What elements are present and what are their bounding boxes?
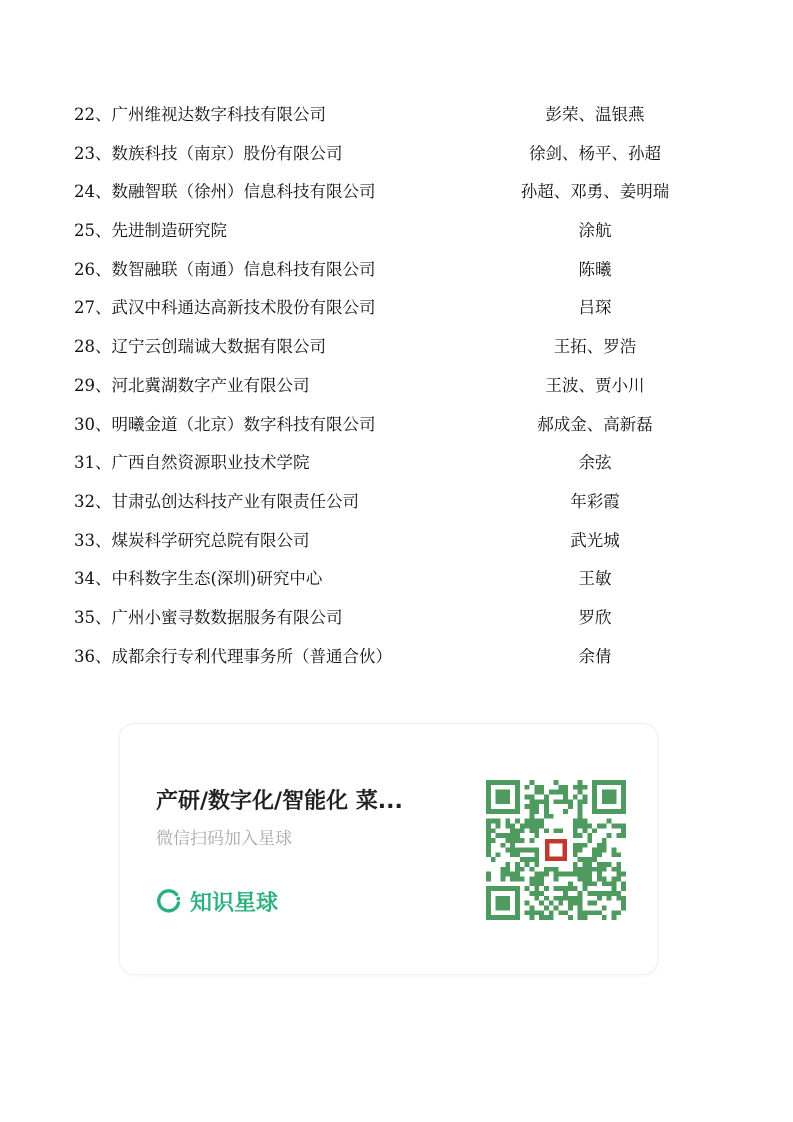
org-label: 数族科技（南京）股份有限公司 [111, 143, 343, 163]
org-name [74, 483, 359, 522]
list-item [0, 251, 793, 290]
people-names: 王波、贾小川 [545, 375, 645, 395]
entry-number: 28、 [74, 337, 112, 357]
org-name [74, 638, 392, 677]
list-item [0, 367, 793, 406]
org-name [74, 96, 326, 135]
org-label: 中科数字生态(深圳)研究中心 [111, 569, 323, 589]
list-item [0, 599, 793, 638]
people-names: 吕琛 [578, 298, 612, 318]
qr-code-icon[interactable] [486, 780, 626, 920]
entry-number: 25、 [74, 221, 112, 241]
org-label: 甘肃弘创达科技产业有限责任公司 [111, 491, 359, 511]
list-item [0, 135, 793, 174]
people-names: 武光城 [570, 530, 620, 550]
entry-number: 26、 [74, 259, 112, 279]
people-names: 彭荣、温银燕 [545, 105, 645, 124]
list-item [0, 406, 793, 445]
card-subtitle: 微信扫码加入星球 [156, 829, 292, 849]
org-label: 煤炭科学研究总院有限公司 [111, 530, 310, 550]
brand [156, 886, 278, 916]
org-name [74, 406, 376, 445]
entry-number: 34、 [74, 569, 112, 589]
org-label: 广州小蜜寻数数据服务有限公司 [111, 607, 343, 627]
org-name [74, 289, 376, 328]
zsxq-promo-card[interactable] [120, 724, 657, 974]
org-label: 广西自然资源职业技术学院 [111, 453, 310, 473]
org-label: 广州维视达数字科技有限公司 [111, 105, 326, 124]
list-item [0, 483, 793, 522]
org-name [74, 367, 310, 406]
card-title: 产研/数字化/智能化 菜... [156, 789, 403, 814]
org-label: 数智融联（南通）信息科技有限公司 [111, 259, 376, 279]
people-names: 郝成金、高新磊 [537, 414, 653, 434]
entry-number: 22、 [74, 105, 112, 124]
entry-number: 29、 [74, 375, 112, 395]
org-label: 数融智联（徐州）信息科技有限公司 [111, 182, 376, 202]
org-name [74, 173, 376, 212]
list-item [0, 638, 793, 677]
people-names: 徐剑、杨平、孙超 [529, 143, 661, 163]
list-item [0, 212, 793, 251]
entry-number: 31、 [74, 453, 112, 473]
org-name [74, 328, 326, 367]
org-label: 河北冀湖数字产业有限公司 [111, 375, 310, 395]
org-name [74, 135, 343, 174]
org-label: 明曦金道（北京）数字科技有限公司 [111, 414, 376, 434]
people-names: 王敏 [578, 569, 612, 589]
org-name [74, 212, 227, 251]
org-label: 辽宁云创瑞诚大数据有限公司 [111, 337, 326, 357]
zsxq-logo-icon [156, 888, 182, 914]
list-item [0, 96, 793, 135]
entry-number: 33、 [74, 530, 112, 550]
entry-number: 27、 [74, 298, 112, 318]
entry-list [0, 96, 793, 676]
entry-number: 35、 [74, 607, 112, 627]
people-names: 余倩 [578, 646, 612, 666]
people-names: 涂航 [578, 221, 612, 241]
people-names: 陈曦 [578, 259, 612, 279]
org-name [74, 560, 322, 599]
entry-number: 30、 [74, 414, 112, 434]
org-name [74, 522, 310, 561]
org-label: 成都余行专利代理事务所（普通合伙） [111, 646, 392, 666]
list-item [0, 289, 793, 328]
brand-name: 知识星球 [190, 890, 279, 916]
entry-number: 32、 [74, 491, 112, 511]
list-item [0, 560, 793, 599]
org-name [74, 444, 310, 483]
entry-number: 24、 [74, 182, 112, 202]
entry-number: 23、 [74, 143, 112, 163]
org-name [74, 251, 376, 290]
people-names: 余弦 [578, 453, 612, 473]
entry-number: 36、 [74, 646, 112, 666]
people-names: 罗欣 [578, 607, 612, 627]
people-names: 王拓、罗浩 [553, 337, 637, 357]
people-names: 年彩霞 [570, 491, 620, 511]
org-name [74, 599, 343, 638]
org-label: 先进制造研究院 [111, 221, 227, 241]
org-label: 武汉中科通达高新技术股份有限公司 [111, 298, 376, 318]
list-item [0, 444, 793, 483]
list-item [0, 522, 793, 561]
people-names: 孙超、邓勇、姜明瑞 [520, 182, 670, 202]
list-item [0, 173, 793, 212]
list-item [0, 328, 793, 367]
